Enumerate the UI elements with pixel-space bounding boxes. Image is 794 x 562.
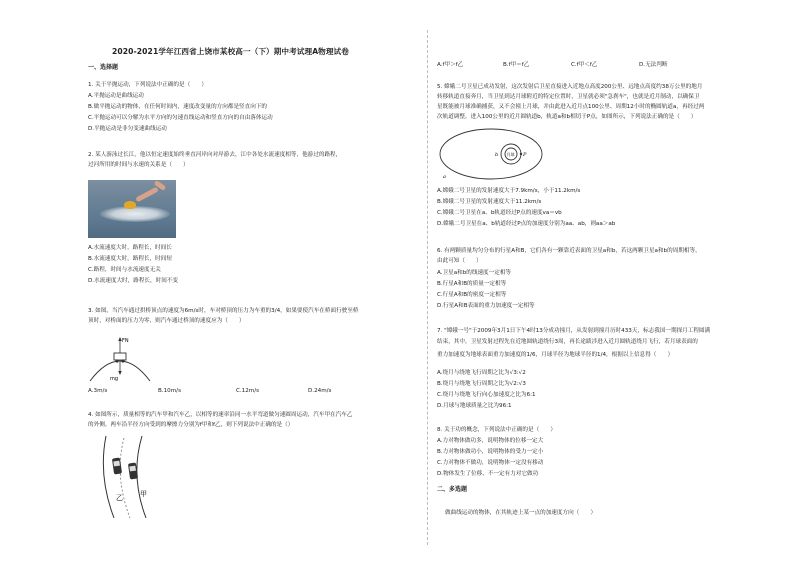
car-wheel xyxy=(121,359,124,362)
road-outer-edge xyxy=(137,436,146,518)
page-title: 2020-2021学年江西省上饶市某校高一（下）期中考试理A物理试卷 xyxy=(112,47,349,56)
label-b: b xyxy=(495,152,499,158)
q1-option: B.做平抛运动的物体，在任何时间内，速度改变量的方向都是竖直向下的 xyxy=(88,104,268,110)
q5-stem: 次轨道调整，进入100公里的近月圆轨道b，轨道a和b相切于P点，如图所示，下列说法正确的是（ ） xyxy=(437,114,697,120)
curved-road-figure xyxy=(96,434,168,520)
label-fn: FN xyxy=(122,338,129,344)
section-multi: 二、多选题 xyxy=(437,486,468,493)
car-body xyxy=(114,353,126,360)
q7-stem: 结束，其中，卫星发射过程先在近地圆轨道绕行3周，再长途跋涉进入近月圆轨道绕月飞行，若月球表面的 xyxy=(437,339,698,345)
q7-option: B.绕月与绕地飞行周期之比为√2:√3 xyxy=(437,381,526,387)
q4-stem: 4. 如图所示，质量相等的汽车甲和汽车乙，以相等的速率沿同一水平弯道做匀速圆周运动，汽车甲在汽车乙 xyxy=(88,412,353,418)
swimmer-arm xyxy=(135,187,159,203)
q1-stem: 1. 关于平抛运动，下列说法中正确的是（ ） xyxy=(88,82,207,88)
label-yi: 乙 xyxy=(116,494,123,502)
q8-option: A.力对物体做功多，说明物体的位移一定大 xyxy=(437,438,544,444)
q4-option-b: B.f甲＝f乙 xyxy=(503,62,530,68)
q2-option: A.水流速度大时，路程长，时间长 xyxy=(88,245,172,251)
q8-option: C.力对物体不做功，说明物体一定没有移动 xyxy=(437,460,544,466)
q4-option-d: D.无法判断 xyxy=(639,62,668,68)
q7-stem: 7. "嫦娥一号"于2009年3月1日下午4时13分成功撞月，从发射到撞月历时433天，标志我国一期探月工程圆满 xyxy=(437,328,711,334)
orbit-a xyxy=(440,129,542,179)
q2-option: C.路程，时间与水流速度无关 xyxy=(88,267,161,273)
q5-stem: 星既能被月球准确捕获，又不会撞上月球，并由此进入近月点100公里、周期12小时的椭圆轨道a，再经过两 xyxy=(437,104,705,110)
q5-stem: 5. 嫦娥二号卫星已成功发射，这次发射后卫星直接进入近地点高度200公里、远地点高度约38万公里的地月 xyxy=(437,84,703,90)
q3-option-a: A.3m/s xyxy=(88,388,108,394)
q5-option: B.嫦娥二号卫星的发射速度大于11.2km/s xyxy=(437,199,542,205)
q2-stem: 过河所用的时间与水速的关系是（ ） xyxy=(88,162,189,168)
q7-option: D.月球与地球质量之比为96:1 xyxy=(437,403,512,409)
q2-option: B.水流速度大时，路程长，时间短 xyxy=(88,256,172,262)
q3-stem: 顶时，对桥面的压力为零，则汽车通过桥顶的速度应为（ ） xyxy=(88,318,245,324)
q4-option-a: A.f甲＞f乙 xyxy=(437,62,464,68)
q5-option: C.嫦娥二号卫星在a、b轨道经过P点的速度va＝vb xyxy=(437,210,562,216)
car-yi xyxy=(112,458,122,475)
car-wheel xyxy=(115,359,118,362)
q5-option: A.嫦娥二号卫星的发射速度大于7.9km/s，小于11.2km/s xyxy=(437,188,581,194)
q6-option: A.卫星a和b的线速度一定相等 xyxy=(437,270,512,276)
point-p xyxy=(520,153,522,155)
q4-stem: 的外侧。两车沿半径方向受到的摩擦力分别为f甲和f乙，则下列说法中正确的是（） xyxy=(88,422,294,428)
q2-option: D.水流速度大时，路程长，时间不变 xyxy=(88,278,178,284)
q8-option: D.物体发生了位移，不一定有力对它做功 xyxy=(437,471,539,477)
label-p: P xyxy=(523,152,527,158)
label-jia: 甲 xyxy=(140,490,147,498)
q2-stem: 2. 某人游泳过长江，他以恒定速度始终垂直河岸向对岸游去，江中各处水流速度相等，他游过的路程， xyxy=(88,152,342,158)
q6-option: D.行星A和B表面的重力加速度一定相等 xyxy=(437,303,535,309)
q1-option: C.平抛运动可以分解为水平方向的匀速直线运动和竖直方向的自由落体运动 xyxy=(88,115,273,121)
water-splash xyxy=(100,206,170,222)
q8-stem: 8. 关于功的概念，下列说法中正确的是（ ） xyxy=(437,427,556,433)
section-choice: 一、选择题 xyxy=(88,64,119,71)
q6-stem: 由此可知（ ） xyxy=(437,258,482,264)
q1-option: A.平抛运动是曲线运动 xyxy=(88,93,144,99)
label-mg: mg xyxy=(110,376,119,382)
q7-option: C.绕月与绕地飞行向心加速度之比为6:1 xyxy=(437,392,536,398)
label-moon: 月球 xyxy=(506,152,515,157)
q8-option: B.力对物体做功小，说明物体的受力一定小 xyxy=(437,449,544,455)
q3-option-b: B.10m/s xyxy=(158,388,181,394)
q7-option: A.绕月与绕地飞行周期之比为√3:√2 xyxy=(437,370,526,376)
q4-option-c: C.f甲＜f乙 xyxy=(571,62,598,68)
swim-cap xyxy=(124,201,136,209)
road-center-line xyxy=(120,438,130,518)
road-inner-edge xyxy=(103,436,114,518)
column-divider xyxy=(427,30,428,545)
orbit-figure xyxy=(437,124,557,184)
swimmer-photo xyxy=(88,180,176,238)
q3-stem: 3. 如图，当汽车通过拱桥顶点的速度为6m/s时，车对桥顶的压力为车重的3/4，如果要使汽车在桥面行驶至桥 xyxy=(88,308,359,314)
arrowhead-down xyxy=(118,371,122,375)
q3-option-d: D.24m/s xyxy=(308,388,332,394)
q7-stem: 重力加速度为地球表面重力加速度的1/6，月球半径为地球半径的1/4，根据以上信息得（ ） xyxy=(437,352,674,358)
q6-option: B.行星A和B的质量一定相等 xyxy=(437,281,507,287)
q6-option: C.行星A和B的密度一定相等 xyxy=(437,292,507,298)
q6-stem: 6. 有两颗质量均匀分布的行星A和B，它们各有一颗靠近表面的卫星a和b，若这两颗卫星a和b的周期相等， xyxy=(437,248,701,254)
q5-stem: 转移轨道直接奔月，当卫星到达月球附近的特定位置时，卫星就必须"急刹车"，也就是近月制动，以确保卫 xyxy=(437,94,700,100)
q5-option: D.嫦娥二号卫星在a、b轨道经过P点的加速度分别为aa、ab，则aa＞ab xyxy=(437,221,616,227)
q3-option-c: C.12m/s xyxy=(236,388,260,394)
q1-option: D.平抛运动是非匀变速曲线运动 xyxy=(88,126,167,132)
q9-stem: 做曲线运动的物体，在其轨迹上某一点的加速度方向（ ） xyxy=(445,510,597,516)
bridge-figure xyxy=(88,333,152,385)
label-a: a xyxy=(443,174,446,180)
